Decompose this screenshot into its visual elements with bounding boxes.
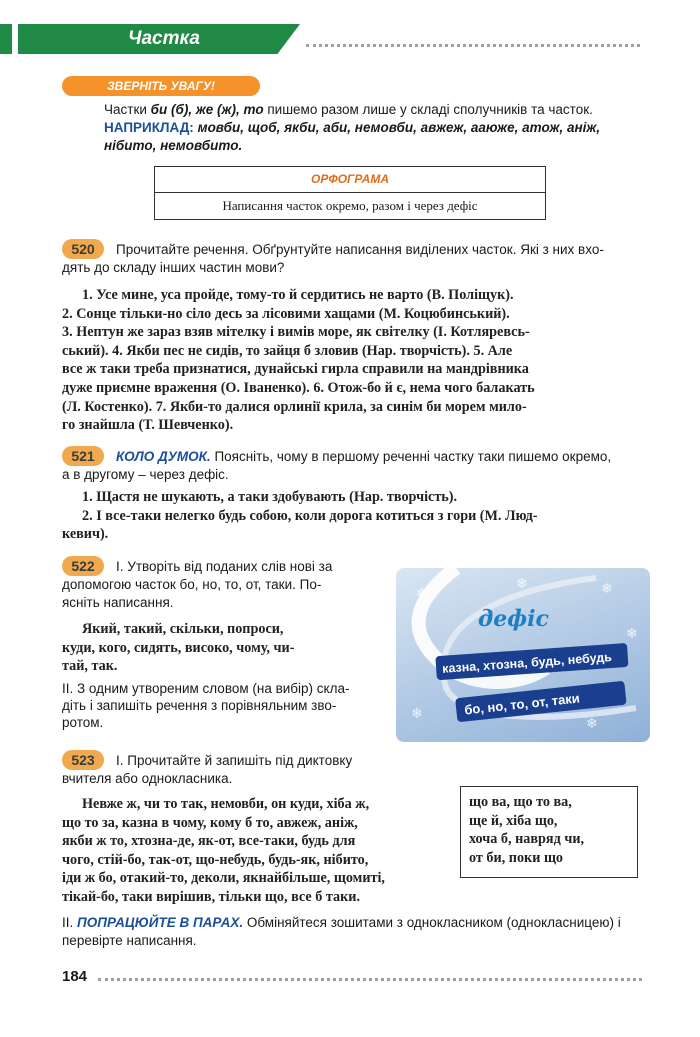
ex521-text bbox=[62, 488, 652, 544]
svg-text:❄: ❄ bbox=[416, 586, 428, 602]
header-dotted-line bbox=[306, 44, 640, 47]
ex520-line: ський). 4. Якби пес не сидів, то зайця б зловив (Нар. творчість). 5. Але bbox=[62, 342, 513, 359]
ex523-text bbox=[62, 795, 457, 907]
ex522-word-line: Який, такий, скільки, попроси, bbox=[82, 621, 284, 637]
ex522-part2-line: ротом. bbox=[62, 715, 104, 730]
ex521-task-line2: а в другому – через дефіс. bbox=[62, 467, 229, 482]
attention-example: НАПРИКЛАД: мовби, щоб, якби, аби, немовби, авжеж, ааюже, атож, аніж, bbox=[104, 120, 601, 135]
svg-text:❄: ❄ bbox=[601, 581, 613, 597]
ex523-word-box bbox=[460, 786, 638, 878]
orthogram-title: ОРФОГРАМА bbox=[155, 167, 545, 193]
ex523-part2-cont: перевірте написання. bbox=[62, 933, 197, 948]
ex520-line: (Л. Костенко). 7. Якби-то далися орлинії крила, за синім би морем мило- bbox=[62, 398, 527, 415]
ex520-text bbox=[62, 286, 652, 435]
ribbon-2-text: бо, но, то, от, таки bbox=[463, 690, 581, 718]
ex523-line: іди ж бо, отакий-то, деколи, якнайбільше, щомиті, bbox=[62, 870, 385, 887]
word-box-line: от би, поки що bbox=[469, 849, 564, 866]
ex521-task-line1: КОЛО ДУМОК. Поясніть, чому в першому реченні частку таки пишемо окремо, bbox=[116, 449, 612, 464]
hyphen-illustration bbox=[396, 568, 650, 742]
ex522-part2-line: діть і запишіть речення з порівняльним зво- bbox=[62, 698, 337, 713]
ex523-line: чого, стій-бо, так-от, що-небудь, будь-як, нібито, bbox=[62, 851, 369, 868]
orthogram-text: Написання часток окремо, разом і через дефіс bbox=[222, 198, 478, 213]
attention-badge: ЗВЕРНІТЬ УВАГУ! bbox=[62, 76, 260, 96]
attention-rule: Частки би (б), же (ж), то пишемо разом лише у складі сполучників та часток. bbox=[104, 102, 593, 117]
section-header bbox=[0, 24, 300, 54]
ex520-task-line2: дять до складу інших частин мови? bbox=[62, 260, 285, 275]
word-box-line: хоча б, навряд чи, bbox=[469, 831, 585, 848]
ex520-line: 1. Усе мине, уса пройде, тому-то й сердитись не варто (В. Поліщук). bbox=[82, 287, 514, 303]
exercise-number-521: 521 bbox=[62, 446, 104, 466]
ex522-task-line1: І. Утворіть від поданих слів нові за bbox=[116, 559, 333, 574]
illustration-title: дефіс bbox=[478, 606, 549, 632]
ex522-word-line: куди, кого, сидять, високо, чому, чи- bbox=[62, 639, 295, 656]
ex523-line: що то за, казна в чому, кому б то, авжеж, аніж, bbox=[62, 814, 358, 831]
word-box-line: ще й, хіба що, bbox=[469, 812, 558, 829]
ex520-line: 3. Нептун же зараз взяв мітелку і вимів море, як світелку (І. Котляревсь- bbox=[62, 324, 530, 341]
ex520-line: дуже приємне враження (О. Іваненко). 6. Отож-бо й є, нема чого балакать bbox=[62, 379, 535, 396]
ex520-task-line1: Прочитайте речення. Обґрунтуйте написання виділених часток. Які з них вхо- bbox=[116, 242, 604, 257]
header-left-mark bbox=[0, 24, 12, 54]
page-number: 184 bbox=[62, 968, 88, 985]
section-title: Частка bbox=[128, 28, 200, 49]
ex523-task-line1: І. Прочитайте й запишіть під диктовку bbox=[116, 753, 353, 768]
ex522-part2-line: ІІ. З одним утвореним словом (на вибір) скла- bbox=[62, 681, 350, 696]
attention-example-cont: нібито, немовбито. bbox=[104, 138, 243, 153]
exercise-number-520: 520 bbox=[62, 239, 104, 259]
ex522-part2 bbox=[62, 680, 392, 731]
exercise-number-523: 523 bbox=[62, 750, 104, 770]
ex521-line: кевич). bbox=[62, 526, 109, 543]
ex522-word-line: тай, так. bbox=[62, 658, 118, 675]
ex523-line: якби ж то, хтозна-де, як-от, все-таки, будь для bbox=[62, 833, 356, 850]
exercise-number-522: 522 bbox=[62, 556, 104, 576]
ex522-task-line3: ясніть написання. bbox=[62, 595, 174, 610]
ex523-line: тікай-бо, таки вирішив, тільки що, все б таки. bbox=[62, 888, 361, 905]
svg-text:❄: ❄ bbox=[411, 706, 423, 722]
hyphen-illustration-svg bbox=[396, 568, 650, 742]
ex523-task-line2: вчителя або однокласника. bbox=[62, 771, 233, 786]
svg-text:❄: ❄ bbox=[626, 626, 638, 642]
word-box-line: що ва, що то ва, bbox=[469, 794, 572, 810]
ex521-line: 1. Щастя не шукають, а таки здобувають (Нар. творчість). bbox=[82, 489, 458, 505]
ex520-line: го знайшла (Т. Шевченко). bbox=[62, 417, 234, 434]
ex523-part2: ІІ. ПОПРАЦЮЙТЕ В ПАРАХ. Обміняйтеся зошитами з однокласником (однокласницею) і bbox=[62, 915, 621, 930]
ex521-line: 2. І все-таки нелегко будь собою, коли дорога котиться з гори (М. Люд- bbox=[82, 507, 538, 524]
orthogram-box bbox=[154, 166, 546, 220]
ribbon-1-text: казна, хтозна, будь, небудь bbox=[441, 650, 613, 676]
ex523-line: Невже ж, чи то так, немовби, он куди, хіба ж, bbox=[82, 796, 370, 812]
ex522-words bbox=[62, 620, 392, 676]
ex520-line: все ж таки треба признатися, дунайські гирла справили на мандрівника bbox=[62, 361, 529, 378]
ex522-task-line2: допомогою часток бо, но, то, от, таки. По- bbox=[62, 577, 322, 592]
ex520-line: 2. Сонце тільки-но сіло десь за лісовими хащами (М. Коцюбинський). bbox=[62, 305, 510, 322]
footer-dotted-line bbox=[98, 978, 642, 981]
svg-text:❄: ❄ bbox=[586, 716, 598, 732]
svg-text:❄: ❄ bbox=[516, 576, 528, 592]
